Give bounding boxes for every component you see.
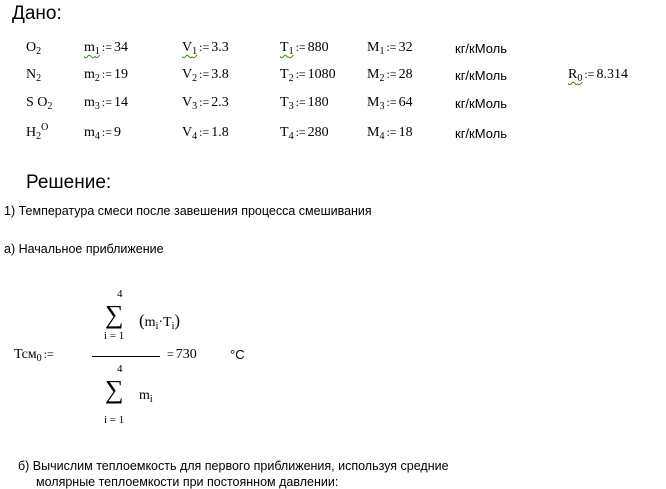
- formula-result: = 730: [167, 347, 197, 362]
- molar-mass-assignment: $M_2$ := 28: [367, 67, 413, 84]
- volume-assignment: $V_1$ := 3.3: [182, 40, 229, 57]
- numerator-sum-upper: 4: [117, 288, 123, 300]
- solution-heading: Решение:: [26, 172, 112, 193]
- mass-assignment: $m_1$ := 34: [84, 40, 128, 57]
- r0-value: 8.314: [596, 67, 628, 82]
- molar-mass-unit: кг/кМоль: [455, 41, 508, 56]
- molar-mass-assignment: $M_4$ := 18: [367, 125, 413, 142]
- given-heading: Дано:: [12, 3, 62, 24]
- mass-assignment: $m_2$ := 19: [84, 67, 128, 84]
- molar-mass-assignment: $M_3$ := 64: [367, 95, 413, 112]
- mass-assignment: $m_3$ := 14: [84, 95, 128, 112]
- volume-assignment: $V_4$ := 1.8: [182, 125, 229, 142]
- denominator-sigma-icon: ∑: [105, 375, 124, 404]
- gas-formula: S $O_2$: [26, 95, 53, 112]
- gas-formula: $H_2^O$: [26, 122, 49, 142]
- numerator-sigma-icon: ∑: [105, 300, 124, 329]
- gas-formula: $N_2$: [26, 67, 42, 84]
- denominator-sum-lower: i = 1: [104, 414, 125, 426]
- step-b-text-line2: молярные теплоемкости при постоянном давлении:: [36, 475, 339, 489]
- molar-mass-unit: кг/кМоль: [455, 96, 508, 111]
- molar-mass-unit: кг/кМоль: [455, 68, 508, 83]
- molar-mass-assignment: $M_1$ := 32: [367, 40, 413, 57]
- volume-assignment: $V_2$ := 3.8: [182, 67, 229, 84]
- volume-assignment: $V_3$ := 2.3: [182, 95, 229, 112]
- molar-mass-unit: кг/кМоль: [455, 126, 508, 141]
- step-b-text-line1: б) Вычислим теплоемкость для первого приближения, используя средние: [18, 459, 449, 473]
- denominator-sum-upper: 4: [117, 363, 123, 375]
- r0-symbol: $R_0$: [568, 67, 583, 84]
- temperature-assignment: $T_2$ := 1080: [280, 67, 336, 84]
- temperature-assignment: $T_1$ := 880: [280, 40, 329, 57]
- fraction-bar: [92, 356, 160, 357]
- temperature-assignment: $T_4$ := 280: [280, 125, 329, 142]
- temperature-assignment: $T_3$ := 180: [280, 95, 329, 112]
- denominator-term: $m_i$: [139, 388, 153, 405]
- result-value: 730: [175, 347, 197, 362]
- gas-formula: $O_2$: [26, 40, 42, 57]
- numerator-term: $(m_i\cdot T_i)$: [139, 311, 181, 332]
- r0-assignment: $R_0$ := 8.314: [568, 67, 628, 84]
- numerator-sum-lower: i = 1: [104, 330, 125, 342]
- mass-assignment: $m_4$ := 9: [84, 125, 121, 142]
- step1-text: 1) Температура смеси после завешения процесса смешивания: [4, 204, 372, 218]
- result-unit: °C: [230, 347, 245, 362]
- step-a-text: а) Начальное приближение: [4, 242, 164, 256]
- formula-lhs: Tcм$_0$ :=: [14, 347, 54, 364]
